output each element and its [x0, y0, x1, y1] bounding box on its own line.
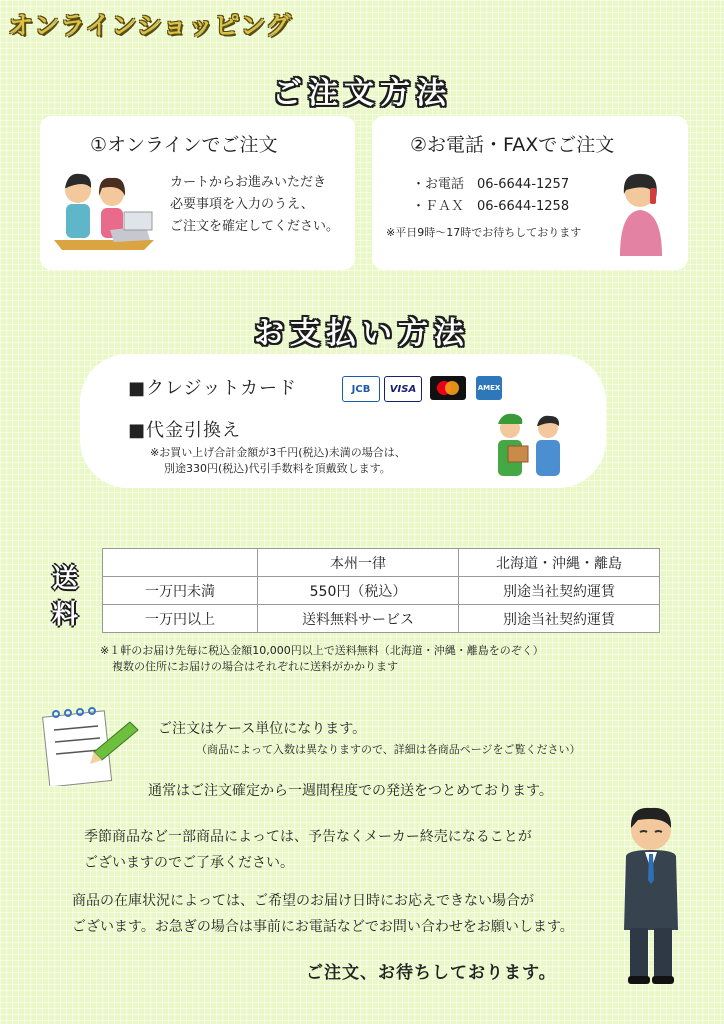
- shipping-header-row: [103, 549, 660, 577]
- shipping-side-label-1: 送: [52, 564, 79, 594]
- online-line-1: カートからお進みいただき: [170, 175, 327, 190]
- shipping-honshu-fee: 550円（税込）: [258, 577, 459, 605]
- amex-logo: AMEX: [476, 376, 502, 400]
- shipping-header-blank: [103, 549, 258, 577]
- shipping-tier-label: 一万円以上: [103, 605, 258, 633]
- online-order-title: ①オンラインでご注文: [90, 134, 278, 156]
- visa-logo: VISA: [384, 376, 422, 402]
- seasonal-notice-2: ございますのでご了承ください。: [84, 855, 294, 871]
- shipping-note-2: 複数の住所にお届けの場合はそれぞれに送料がかかります: [112, 660, 398, 673]
- seasonal-notice-1: 季節商品など一部商品によっては、予告なくメーカー終売になることが: [84, 829, 532, 845]
- phone-hours: ※平日9時～17時でお待ちしております: [386, 226, 582, 239]
- shipping-table: [102, 548, 660, 633]
- notepad-pencil-icon: [40, 704, 140, 786]
- order-method-heading: ご注文方法: [272, 76, 452, 111]
- shipping-remote-fee: 別途当社契約運賃: [459, 605, 660, 633]
- shipping-header-honshu: 本州一律: [258, 549, 459, 577]
- closing-message: ご注文、お待ちしております。: [306, 963, 557, 983]
- shipping-honshu-fee: 送料無料サービス: [258, 605, 459, 633]
- credit-card-label: ■クレジットカード: [128, 378, 298, 399]
- bowing-businessman-illustration: [618, 800, 684, 986]
- shipping-tier-label: 一万円未満: [103, 577, 258, 605]
- online-line-3: ご注文を確定してください。: [170, 219, 340, 234]
- online-line-2: 必要事項を入力のうえ、: [170, 197, 314, 212]
- case-unit-subnote: （商品によって入数は異なりますので、詳細は各商品ページをご覧ください）: [196, 743, 581, 756]
- phone-order-title: ②お電話・FAXでご注文: [410, 134, 615, 156]
- couple-laptop-illustration: [54, 166, 158, 250]
- shipping-remote-fee: 別途当社契約運賃: [459, 577, 660, 605]
- shipping-header-remote: 北海道・沖縄・離島: [459, 549, 660, 577]
- brand-title: オンラインショッピング: [8, 11, 292, 40]
- payment-method-heading: お支払い方法: [254, 316, 470, 351]
- cod-note-2: 別途330円(税込)代引手数料を頂戴致します。: [164, 462, 391, 475]
- case-unit-notice: ご注文はケース単位になります。: [158, 721, 367, 737]
- shipping-side-label-2: 料: [52, 600, 79, 630]
- mastercard-logo: [430, 376, 466, 400]
- jcb-logo: JCB: [342, 376, 380, 402]
- shipping-time-notice: 通常はご注文確定から一週間程度での発送をつとめております。: [148, 783, 553, 799]
- cod-label: ■代金引換え: [128, 420, 242, 441]
- stock-notice-1: 商品の在庫状況によっては、ご希望のお届け日時にお応えできない場合が: [72, 893, 534, 909]
- shipping-note-1: ※１軒のお届け先毎に税込金額10,000円以上で送料無料（北海道・沖縄・離島をのぞく）: [100, 644, 544, 657]
- payment-box: [80, 354, 606, 488]
- delivery-illustration: [490, 412, 570, 478]
- stock-notice-2: ございます。お急ぎの場合は事前にお電話などでお問い合わせをお願いします。: [72, 919, 574, 935]
- phone-order-card: [372, 116, 688, 270]
- phone-number: ・お電話 06-6644-1257: [412, 177, 570, 192]
- cod-note-1: ※お買い上げ合計金額が3千円(税込)未満の場合は、: [150, 446, 406, 459]
- woman-phone-illustration: [612, 168, 672, 258]
- fax-number: ・ＦＡＸ 06-6644-1258: [412, 199, 570, 214]
- online-order-card: [40, 116, 355, 270]
- table-row: [103, 577, 660, 605]
- table-row: [103, 605, 660, 633]
